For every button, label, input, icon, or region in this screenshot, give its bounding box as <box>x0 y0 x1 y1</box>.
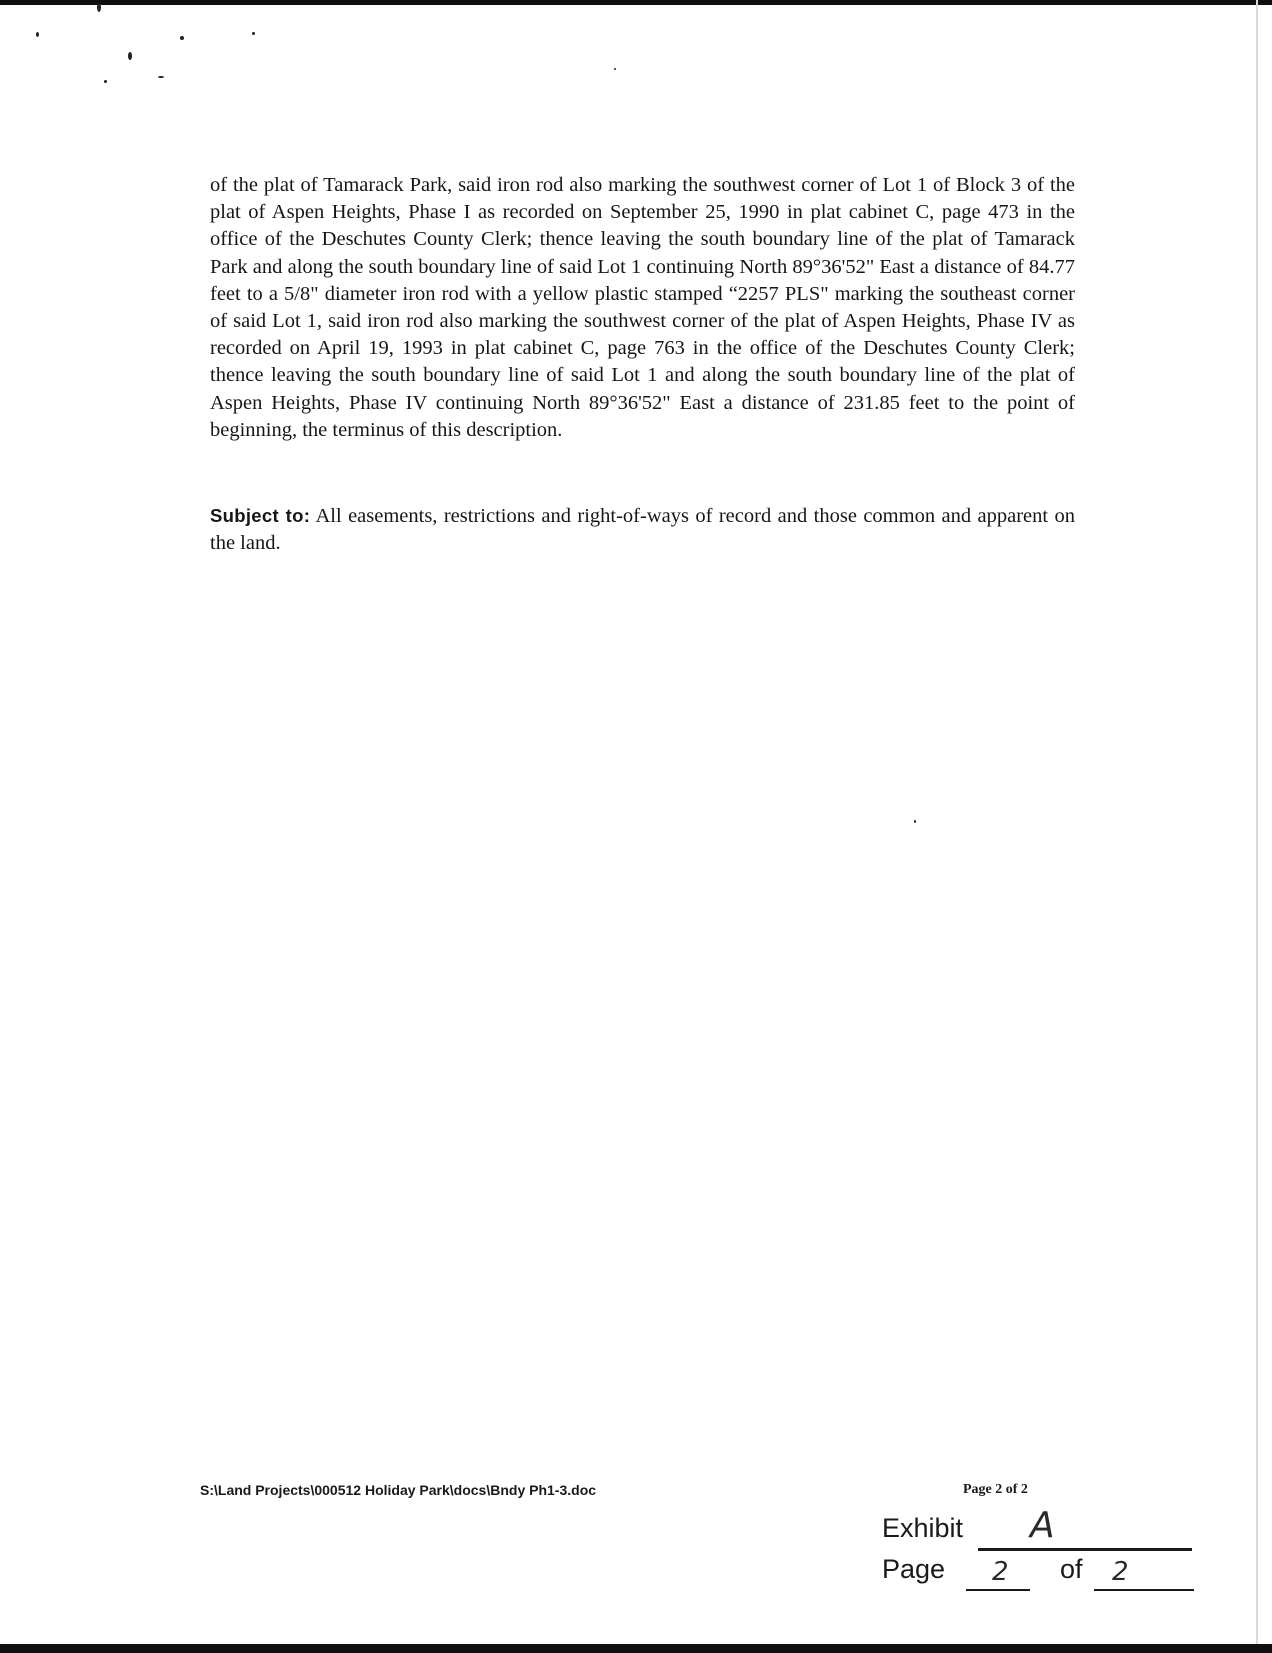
scan-edge-top <box>0 0 1272 5</box>
scan-speck <box>36 32 39 37</box>
footer-page-number: Page 2 of 2 <box>963 1482 1028 1497</box>
scan-speck <box>128 52 132 60</box>
subject-to-paragraph <box>210 502 1075 557</box>
scan-speck <box>97 3 101 12</box>
of-fill-line <box>1094 1589 1194 1591</box>
subject-to-label: Subject to: <box>210 505 311 526</box>
exhibit-label: Exhibit <box>882 1513 964 1543</box>
scan-speck <box>252 32 255 35</box>
scan-edge-right <box>1256 0 1258 1653</box>
of-handwritten-value: 2 <box>1112 1557 1129 1587</box>
page-fill-line <box>966 1589 1030 1591</box>
footer-file-path: S:\Land Projects\000512 Holiday Park\docs\Bndy Ph1-3.doc <box>200 1482 597 1498</box>
of-label: of <box>1060 1554 1083 1584</box>
scan-speck <box>614 68 616 70</box>
scan-speck <box>914 820 916 823</box>
scan-speck <box>104 80 107 83</box>
subject-to-text: All easements, restrictions and right-of-ways of record and those common and apparent on the land. <box>210 505 1075 555</box>
scan-speck <box>158 76 164 78</box>
exhibit-stamp <box>882 1505 1202 1585</box>
exhibit-fill-line <box>978 1548 1192 1551</box>
legal-description-paragraph: of the plat of Tamarack Park, said iron rod also marking the southwest corner of Lot 1 of Block 3 of the plat of Aspen Heights, Phase I as recorded on September 25, 1990 in plat cabinet C, page 473 in the office of the Deschutes County Clerk; thence leaving the south boundary line of the plat of Tamarack Park and along the south boundary line of said Lot 1 continuing North 89°36'52" East a distance of 84.77 feet to a 5/8" diameter iron rod with a yellow plastic stamped “2257 PLS" marking the southeast corner of said Lot 1, said iron rod also marking the southwest corner of the plat of Aspen Heights, Phase IV as recorded on April 19, 1993 in plat cabinet C, page 763 in the office of the Deschutes County Clerk; thence leaving the south boundary line of said Lot 1 and along the south boundary line of the plat of Aspen Heights, Phase IV continuing North 89°36'52" East a distance of 231.85 feet to the point of beginning, the terminus of this description. <box>210 174 1075 441</box>
page-handwritten-value: 2 <box>992 1557 1009 1587</box>
scan-speck <box>180 36 184 40</box>
page-label: Page <box>882 1554 946 1584</box>
exhibit-handwritten-value: A <box>1030 1505 1055 1546</box>
scan-edge-bottom <box>0 1644 1272 1653</box>
